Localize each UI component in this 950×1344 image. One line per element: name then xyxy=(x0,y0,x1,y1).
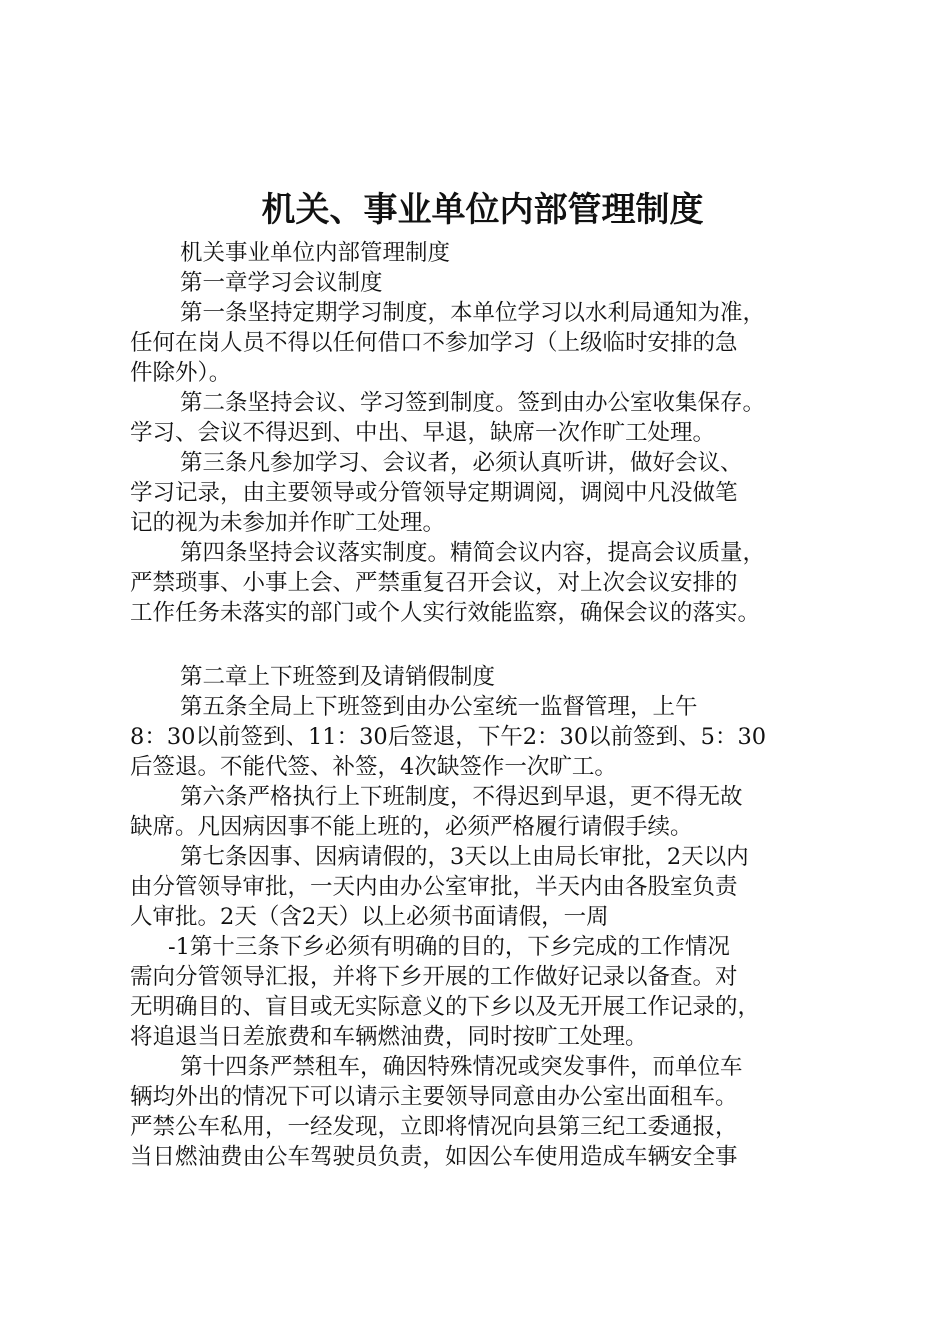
paragraph-line: 第五条全局上下班签到由办公室统一监督管理，上午 xyxy=(180,694,698,720)
paragraph-line: 后签退。不能代签、补签，4次缺签作一次旷工。 xyxy=(130,754,617,780)
paragraph-line: 由分管领导审批，一天内由办公室审批，半天内由各股室负责 xyxy=(130,874,738,900)
document-page xyxy=(130,182,835,1172)
paragraph-line: 第十四条严禁租车，确因特殊情况或突发事件，而单位车 xyxy=(180,1054,743,1080)
document-title: 机关、事业单位内部管理制度 xyxy=(261,190,704,230)
paragraph-line: 严禁公车私用，一经发现，立即将情况向县第三纪工委通报， xyxy=(130,1114,738,1140)
paragraph-line: 缺席。凡因病因事不能上班的，必须严格履行请假手续。 xyxy=(130,814,693,840)
paragraph-line: 辆均外出的情况下可以请示主要领导同意由办公室出面租车。 xyxy=(130,1084,738,1110)
paragraph-line: 件除外）。 xyxy=(130,360,232,386)
chapter-heading: 第二章上下班签到及请销假制度 xyxy=(180,664,496,690)
paragraph-line: 学习记录，由主要领导或分管领导定期调阅，调阅中凡没做笔 xyxy=(130,480,738,506)
paragraph-line: 8：30以前签到、11：30后签退，下午2：30以前签到、5：30 xyxy=(130,724,767,750)
paragraph-line: 学习、会议不得迟到、中出、早退，缺席一次作旷工处理。 xyxy=(130,420,716,446)
paragraph-line: 需向分管领导汇报，并将下乡开展的工作做好记录以备查。对 xyxy=(130,964,738,990)
paragraph-line: 记的视为未参加并作旷工处理。 xyxy=(130,510,446,536)
paragraph-line: 人审批。2天（含2天）以上必须书面请假，一周 xyxy=(130,904,609,930)
paragraph-line: 将追退当日差旅费和车辆燃油费，同时按旷工处理。 xyxy=(130,1024,648,1050)
paragraph-line: 第二条坚持会议、学习签到制度。签到由办公室收集保存。 xyxy=(180,390,766,416)
paragraph-line: 第七条因事、因病请假的，3天以上由局长审批，2天以内 xyxy=(180,844,749,870)
paragraph-line: 第六条严格执行上下班制度，不得迟到早退，更不得无故 xyxy=(180,784,743,810)
paragraph-line: 任何在岗人员不得以任何借口不参加学习（上级临时安排的急 xyxy=(130,330,738,356)
paragraph-line: 第一条坚持定期学习制度，本单位学习以水利局通知为准， xyxy=(180,300,766,326)
paragraph-line: 无明确目的、盲目或无实际意义的下乡以及无开展工作记录的， xyxy=(130,994,761,1020)
paragraph-line: 严禁琐事、小事上会、严禁重复召开会议，对上次会议安排的 xyxy=(130,570,738,596)
paragraph-line: -1第十三条下乡必须有明确的目的，下乡完成的工作情况 xyxy=(168,934,730,960)
paragraph-line: 第四条坚持会议落实制度。精简会议内容，提高会议质量， xyxy=(180,540,766,566)
paragraph-line: 第三条凡参加学习、会议者，必须认真听讲，做好会议、 xyxy=(180,450,743,476)
paragraph-line: 工作任务未落实的部门或个人实行效能监察，确保会议的落实。 xyxy=(130,600,761,626)
subtitle-line: 机关事业单位内部管理制度 xyxy=(180,240,451,266)
spacer xyxy=(130,628,835,662)
chapter-heading: 第一章学习会议制度 xyxy=(180,270,383,296)
paragraph-line: 当日燃油费由公车驾驶员负责，如因公车使用造成车辆安全事 xyxy=(130,1144,738,1170)
